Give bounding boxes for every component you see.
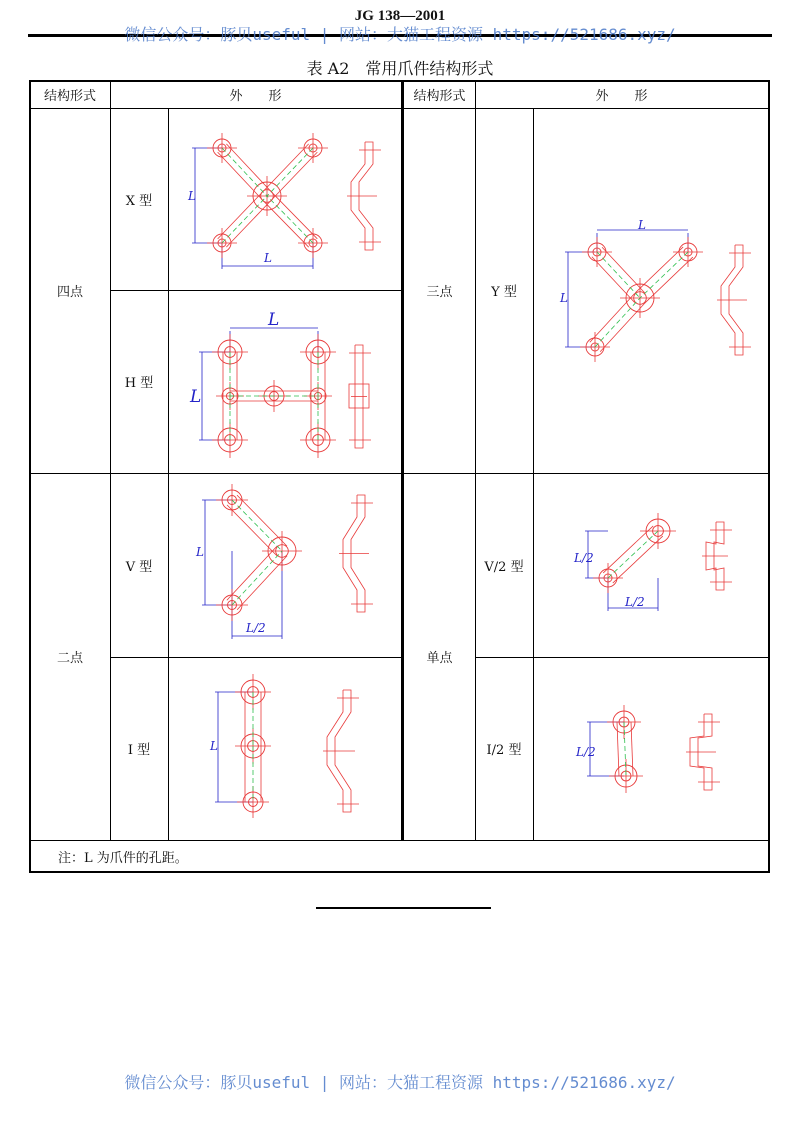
arm-centerline [267,148,313,196]
arm-edge [226,200,271,247]
arm-edge [271,192,317,239]
arm-edge [602,247,645,293]
dim-label-v-v: L [196,545,204,559]
dim-label-y-h: L [638,218,646,232]
arm-edge [227,546,277,600]
arm-edge [226,144,271,192]
arm-edge [263,200,309,247]
end-rule [316,907,491,909]
arm-centerline [640,252,688,298]
arm-edge [590,293,635,342]
type-v-half: V/2 型 [484,559,524,575]
arm-centerline [267,196,313,243]
arm-edge [645,257,693,303]
type-i: I 型 [127,743,151,758]
dim-label-x-v: L [188,189,196,203]
arm-edge [218,152,263,200]
dim-label-v2-v: L/2 [574,551,594,565]
group-three-point: 三点 [426,285,453,300]
dim-label-x-h: L [264,251,272,265]
arm-edge [613,536,663,583]
type-y: Y 型 [491,285,517,300]
arm-edge [635,247,683,293]
dim-label-h-h: L [268,310,280,330]
dim-label-y-v: L [560,291,568,305]
arm-edge [592,257,635,303]
table-note: 注：L 为爪件的孔距。 [58,850,188,866]
arm-centerline [222,148,267,196]
arm-centerline [232,500,282,551]
arm-edge [600,303,645,352]
dim-label-h-v: L [190,387,202,407]
group-single-point: 单点 [426,651,453,666]
col-header-shape-right: 外 形 [595,88,648,104]
group-two-point: 二点 [56,651,83,666]
arm-centerline [608,531,658,578]
side-view-block [349,384,369,408]
type-h: H 型 [124,376,154,391]
dim-label-v2-h: L/2 [625,595,645,609]
type-v: V 型 [125,559,153,575]
col-header-form-right: 结构形式 [413,88,466,104]
table-title: 表 A2 常用爪件结构形式 [306,59,494,78]
arm-centerline [232,551,282,605]
arm-centerline [595,298,640,347]
dim-label-v-h: L/2 [246,621,266,635]
arm-edge [237,495,287,546]
dim-label-i-v: L [210,739,218,753]
dim-label-i2-v: L/2 [576,745,596,759]
standard-number: JG 138—2001 [354,8,446,24]
type-x: X 型 [125,193,153,209]
arm-edge [218,192,263,239]
arm-edge [603,526,653,573]
col-header-shape-left: 外 形 [229,88,282,104]
group-four-point: 四点 [56,285,83,300]
arm-centerline [597,252,640,298]
watermark-bottom: 微信公众号：豚贝useful | 网站：大猫工程资源 https://521686.xyz/ [124,1073,676,1092]
type-i-half: I/2 型 [486,743,522,758]
arm-edge [237,556,287,610]
arm-edge [227,505,277,556]
col-header-form-left: 结构形式 [43,88,96,104]
watermark-top: 微信公众号：豚贝useful | 网站：大猫工程资源 https://521686.xyz/ [124,25,676,44]
arm-centerline [222,196,267,243]
